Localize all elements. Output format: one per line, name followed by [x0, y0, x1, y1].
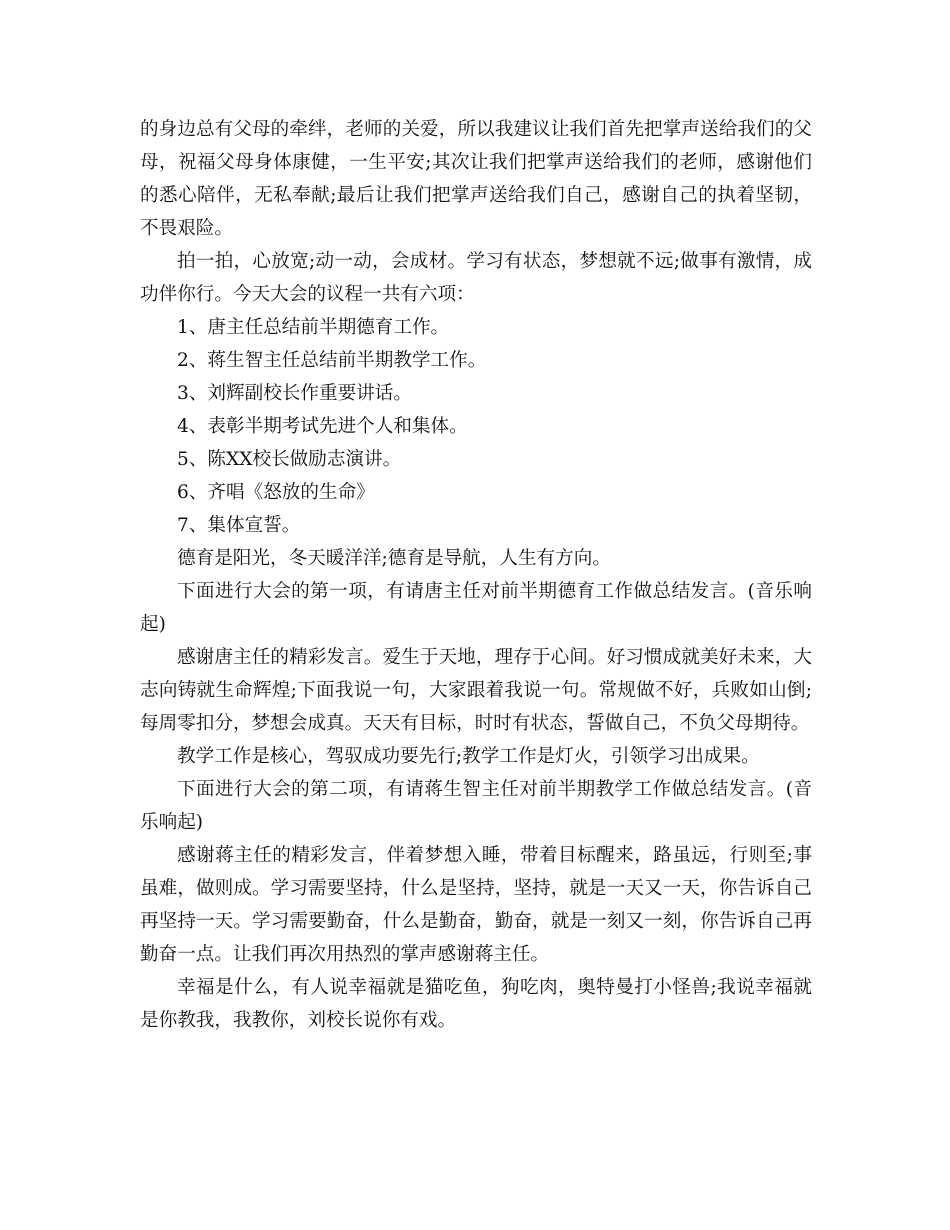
agenda-item-5: 5、陈XX校长做励志演讲。	[177, 449, 402, 470]
paragraph-thanks-tang: 感谢唐主任的精彩发言。爱生于天地，理存于心间。好习惯成就美好未来，大志向铸就生命辉煌;下面我说一句，大家跟着我说一句。常规做不好，兵败如山倒;每周零扣分，梦想会成真。天天有目标，时时有状态，誓做自己，不负父母期待。	[140, 647, 812, 734]
agenda-item-6: 6、齐唱《怒放的生命》	[177, 482, 375, 503]
paragraph-agenda-intro: 拍一拍，心放宽;动一动，会成材。学习有状态，梦想就不远;做事有激情，成功伴你行。今天大会的议程一共有六项：	[140, 251, 812, 305]
paragraph-second-item-intro: 下面进行大会的第二项，有请蒋生智主任对前半期教学工作做总结发言。(音乐响起)	[140, 779, 812, 833]
agenda-item-7: 7、集体宣誓。	[177, 515, 301, 536]
agenda-item-1: 1、唐主任总结前半期德育工作。	[177, 317, 450, 338]
paragraph-happiness: 幸福是什么，有人说幸福就是猫吃鱼，狗吃肉，奥特曼打小怪兽;我说幸福就是你教我，我教你，刘校长说你有戏。	[140, 977, 812, 1031]
paragraph-continuation: 的身边总有父母的牵绊，老师的关爱，所以我建议让我们首先把掌声送给我们的父母，祝福父母身体康健，一生平安;其次让我们把掌声送给我们的老师，感谢他们的悉心陪伴，无私奉献;最后让我们把掌声送给我们自己，感谢自己的执着坚韧，不畏艰险。	[140, 119, 812, 239]
agenda-item-4: 4、表彰半期考试先进个人和集体。	[177, 416, 468, 437]
document-body	[140, 113, 812, 1037]
paragraph-moral-education-motto: 德育是阳光，冬天暖洋洋;德育是导航，人生有方向。	[177, 548, 611, 569]
agenda-item-2: 2、蒋生智主任总结前半期教学工作。	[177, 350, 487, 371]
paragraph-first-item-intro: 下面进行大会的第一项，有请唐主任对前半期德育工作做总结发言。(音乐响起)	[140, 581, 812, 635]
paragraph-teaching-motto: 教学工作是核心，驾驭成功要先行;教学工作是灯火，引领学习出成果。	[177, 746, 760, 767]
agenda-item-3: 3、刘辉副校长作重要讲话。	[177, 383, 412, 404]
paragraph-thanks-jiang: 感谢蒋主任的精彩发言，伴着梦想入睡，带着目标醒来，路虽远，行则至;事虽难，做则成。学习需要坚持，什么是坚持，坚持，就是一天又一天，你告诉自己再坚持一天。学习需要勤奋，什么是勤奋，勤奋，就是一刻又一刻，你告诉自己再勤奋一点。让我们再次用热烈的掌声感谢蒋主任。	[140, 845, 812, 965]
